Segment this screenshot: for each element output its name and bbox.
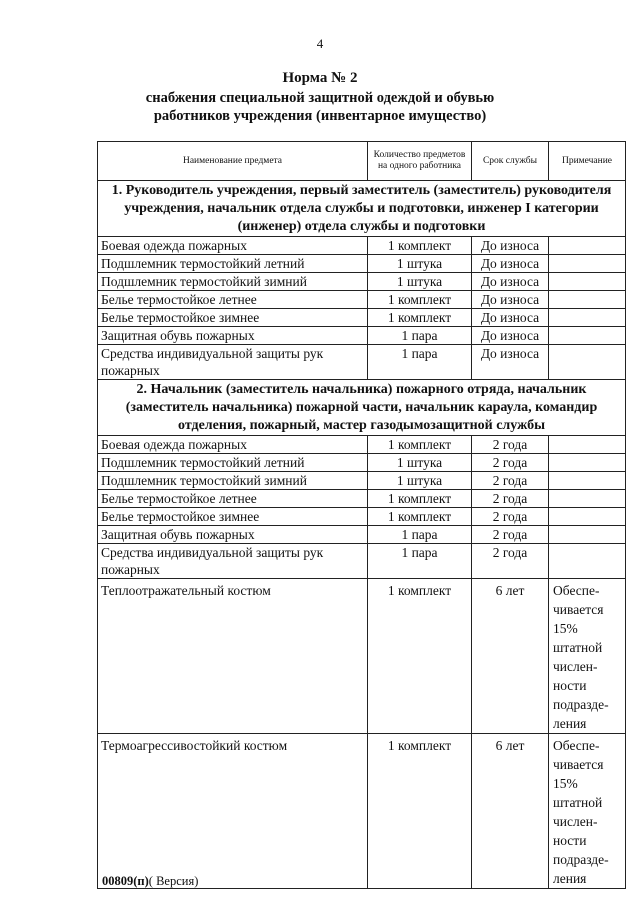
- service-life-cell: До износа: [472, 273, 549, 291]
- item-name-cell: Боевая одежда пожарных: [98, 436, 368, 454]
- item-name-cell: Подшлемник термостойкий летний: [98, 255, 368, 273]
- document-subtitle-line-1: снабжения специальной защитной одеждой и обувью: [145, 90, 495, 106]
- section-heading-row: [98, 181, 626, 237]
- table-row: [98, 454, 626, 472]
- service-life-cell: 2 года: [472, 454, 549, 472]
- note-cell: [549, 454, 626, 472]
- quantity-cell: 1 комплект: [368, 237, 472, 255]
- table-row: [98, 309, 626, 327]
- quantity-cell: 1 комплект: [368, 436, 472, 454]
- quantity-cell: 1 комплект: [368, 309, 472, 327]
- item-name-cell: Белье термостойкое летнее: [98, 291, 368, 309]
- quantity-cell: 1 штука: [368, 273, 472, 291]
- note-cell: [549, 309, 626, 327]
- section-heading: 1. Руководитель учреждения, первый заместитель (заместитель) руководителя учреждения, начальник отдела службы и подготовки, инженер I категории (инженер) отдела службы и подготовки: [98, 181, 626, 237]
- note-cell: [549, 291, 626, 309]
- service-life-cell: 2 года: [472, 436, 549, 454]
- header-note: Примечание: [549, 142, 626, 181]
- quantity-cell: 1 штука: [368, 472, 472, 490]
- table-row: [98, 436, 626, 454]
- quantity-cell: 1 пара: [368, 327, 472, 345]
- table-row: [98, 255, 626, 273]
- item-name-cell: Подшлемник термостойкий летний: [98, 454, 368, 472]
- header-service-life: Срок службы: [472, 142, 549, 181]
- table-row: [98, 579, 626, 734]
- table-row: [98, 273, 626, 291]
- service-life-cell: 6 лет: [472, 579, 549, 734]
- table-row: [98, 327, 626, 345]
- item-name-cell: Боевая одежда пожарных: [98, 237, 368, 255]
- footer-version: ( Версия): [148, 874, 199, 888]
- header-quantity: Количество предметов на одного работника: [368, 142, 472, 181]
- footer-code: 00809(п): [102, 874, 149, 888]
- note-cell: [549, 526, 626, 544]
- table-row: [98, 345, 626, 380]
- service-life-cell: 6 лет: [472, 734, 549, 889]
- quantity-cell: 1 пара: [368, 345, 472, 380]
- item-name-cell: Теплоотражательный костюм: [98, 579, 368, 734]
- document-subtitle-line-2: работников учреждения (инвентарное имущество): [153, 108, 487, 124]
- note-cell: [549, 472, 626, 490]
- service-life-cell: До износа: [472, 345, 549, 380]
- note-cell: [549, 255, 626, 273]
- quantity-cell: 1 комплект: [368, 291, 472, 309]
- note-cell: Обеспе-чивается 15% штатной числен-ности подразде-ления: [549, 734, 626, 889]
- note-cell: [549, 490, 626, 508]
- item-name-cell: Средства индивидуальной защиты рук пожарных: [98, 544, 368, 579]
- service-life-cell: 2 года: [472, 508, 549, 526]
- page-number: 4: [316, 36, 324, 51]
- item-name-cell: Термоагрессивостойкий костюм: [98, 734, 368, 889]
- document-title: Норма № 2: [282, 70, 358, 86]
- section-heading-row: [98, 380, 626, 436]
- note-cell: [549, 327, 626, 345]
- service-life-cell: 2 года: [472, 472, 549, 490]
- service-life-cell: До износа: [472, 255, 549, 273]
- section-heading: 2. Начальник (заместитель начальника) пожарного отряда, начальник (заместитель начальника) пожарной части, начальник караула, командир отделения, пожарный, мастер газодымозащитной службы: [98, 380, 626, 436]
- table-row: [98, 490, 626, 508]
- item-name-cell: Средства индивидуальной защиты рук пожарных: [98, 345, 368, 380]
- quantity-cell: 1 штука: [368, 255, 472, 273]
- quantity-cell: 1 комплект: [368, 490, 472, 508]
- note-cell: [549, 544, 626, 579]
- table-header-row: [98, 142, 626, 181]
- service-life-cell: До износа: [472, 237, 549, 255]
- footer: [102, 874, 198, 889]
- table-row: [98, 544, 626, 579]
- quantity-cell: 1 комплект: [368, 734, 472, 889]
- quantity-cell: 1 штука: [368, 454, 472, 472]
- service-life-cell: До износа: [472, 309, 549, 327]
- quantity-cell: 1 комплект: [368, 508, 472, 526]
- note-cell: Обеспе-чивается 15% штатной числен-ности подразде-ления: [549, 579, 626, 734]
- item-name-cell: Белье термостойкое зимнее: [98, 508, 368, 526]
- table-row: [98, 291, 626, 309]
- table-row: [98, 734, 626, 889]
- service-life-cell: 2 года: [472, 526, 549, 544]
- quantity-cell: 1 пара: [368, 544, 472, 579]
- note-cell: [549, 508, 626, 526]
- table-row: [98, 526, 626, 544]
- service-life-cell: До износа: [472, 327, 549, 345]
- service-life-cell: 2 года: [472, 544, 549, 579]
- item-name-cell: Подшлемник термостойкий зимний: [98, 472, 368, 490]
- item-name-cell: Защитная обувь пожарных: [98, 327, 368, 345]
- header-item-name: Наименование предмета: [98, 142, 368, 181]
- note-cell: [549, 345, 626, 380]
- item-name-cell: Подшлемник термостойкий зимний: [98, 273, 368, 291]
- note-cell: [549, 273, 626, 291]
- supply-norm-table: [97, 141, 626, 889]
- item-name-cell: Защитная обувь пожарных: [98, 526, 368, 544]
- note-cell: [549, 237, 626, 255]
- quantity-cell: 1 комплект: [368, 579, 472, 734]
- service-life-cell: До износа: [472, 291, 549, 309]
- table-row: [98, 237, 626, 255]
- service-life-cell: 2 года: [472, 490, 549, 508]
- item-name-cell: Белье термостойкое зимнее: [98, 309, 368, 327]
- item-name-cell: Белье термостойкое летнее: [98, 490, 368, 508]
- table-row: [98, 508, 626, 526]
- quantity-cell: 1 пара: [368, 526, 472, 544]
- table-body: [98, 181, 626, 889]
- table-row: [98, 472, 626, 490]
- note-cell: [549, 436, 626, 454]
